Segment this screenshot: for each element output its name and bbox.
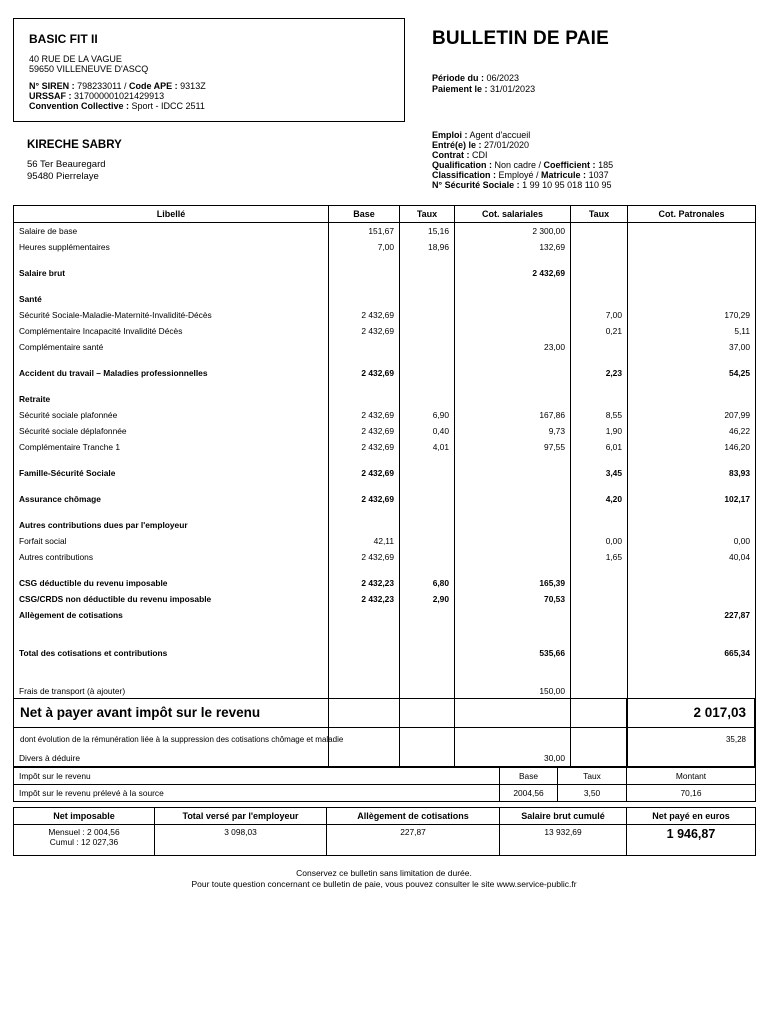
payment-date — [432, 84, 535, 94]
employer-convention — [29, 101, 205, 111]
contribution-row — [14, 239, 756, 255]
row-taux: 0,40 — [400, 423, 455, 439]
summary-values-row — [14, 825, 756, 856]
employee-address-line1: 56 Ter Beauregard — [27, 159, 106, 170]
row-label: Total des cotisations et contributions — [14, 623, 329, 661]
row-label: Forfait social — [14, 533, 329, 549]
row-cot-patronales: 665,34 — [628, 623, 756, 661]
row-cot-salariales — [455, 455, 571, 481]
row-taux — [400, 307, 455, 323]
row-cot-patronales: 40,04 — [628, 549, 756, 565]
matricule-value: 1037 — [586, 170, 609, 180]
row-taux-patronal — [571, 591, 628, 607]
row-taux-patronal: 2,23 — [571, 355, 628, 381]
contribution-row — [14, 455, 756, 481]
row-taux-patronal — [571, 661, 628, 699]
row-label: Salaire de base — [14, 223, 329, 240]
period-label: Période du : — [432, 73, 485, 83]
row-taux-patronal — [571, 223, 628, 240]
classification-label: Classification : — [432, 170, 497, 180]
row-base: 2 432,69 — [329, 549, 400, 565]
row-cot-patronales — [628, 281, 756, 307]
contributions-header-row — [14, 206, 756, 223]
row-label: Sécurité Sociale-Maladie-Maternité-Invalidité-Décès — [14, 307, 329, 323]
row-cot-salariales: 165,39 — [455, 565, 571, 591]
income-tax-row — [14, 785, 756, 802]
row-cot-salariales: 167,86 — [455, 407, 571, 423]
row-base: 2 432,69 — [329, 423, 400, 439]
row-label: Autres contributions dues par l'employeur — [14, 507, 329, 533]
row-taux-patronal — [571, 507, 628, 533]
document-title: BULLETIN DE PAIE — [432, 28, 610, 49]
row-cot-patronales: 54,25 — [628, 355, 756, 381]
row-label: Allègement de cotisations — [14, 607, 329, 623]
row-taux — [400, 355, 455, 381]
payment-label: Paiement le : — [432, 84, 488, 94]
employee-address-line2: 95480 Pierrelaye — [27, 171, 99, 182]
employer-urssaf — [29, 91, 164, 101]
net-imposable-cumul: Cumul : 12 027,36 — [49, 837, 119, 847]
siren-label: N° SIREN : — [29, 81, 75, 91]
row-taux — [400, 381, 455, 407]
row-taux-patronal — [571, 607, 628, 623]
contribution-row — [14, 623, 756, 661]
secu-value: 1 99 10 95 018 110 95 — [519, 180, 612, 190]
row-taux-patronal: 6,01 — [571, 439, 628, 455]
row-base — [329, 281, 400, 307]
row-cot-patronales: 207,99 — [628, 407, 756, 423]
header-taux: Taux — [400, 206, 455, 223]
urssaf-value: 317000001021429913 — [71, 91, 165, 101]
row-label: Divers à déduire — [14, 699, 329, 767]
row-cot-patronales: 46,22 — [628, 423, 756, 439]
employer-address-line2: 59650 VILLENEUVE D'ASCQ — [29, 64, 149, 74]
header-taux-patronal: Taux — [571, 206, 628, 223]
row-base: 2 432,69 — [329, 481, 400, 507]
row-cot-salariales: 150,00 — [455, 661, 571, 699]
remuneration-evolution-box — [13, 727, 755, 768]
row-base — [329, 507, 400, 533]
contract-type — [432, 150, 488, 160]
row-label: Complémentaire Tranche 1 — [14, 439, 329, 455]
contribution-row — [14, 591, 756, 607]
employer-box — [13, 18, 405, 122]
row-cot-patronales — [628, 239, 756, 255]
entry-value: 27/01/2020 — [481, 140, 530, 150]
row-base — [329, 255, 400, 281]
row-label: Assurance chômage — [14, 481, 329, 507]
ape-value: 9313Z — [177, 81, 206, 91]
income-tax-table — [13, 767, 756, 802]
header-cot-patronales: Cot. Patronales — [628, 206, 756, 223]
contribution-row — [14, 223, 756, 240]
job-label: Emploi : — [432, 130, 468, 140]
row-taux: 6,80 — [400, 565, 455, 591]
row-base — [329, 381, 400, 407]
row-cot-patronales — [628, 223, 756, 240]
row-taux — [400, 623, 455, 661]
row-cot-patronales: 5,11 — [628, 323, 756, 339]
income-tax-base-header: Base — [500, 768, 558, 785]
coefficient-label: Coefficient : — [543, 160, 596, 170]
row-cot-salariales: 70,53 — [455, 591, 571, 607]
contribution-row — [14, 661, 756, 699]
row-taux — [400, 481, 455, 507]
summary-allegement-header: Allègement de cotisations — [327, 808, 500, 825]
row-taux — [400, 661, 455, 699]
row-cot-patronales: 83,93 — [628, 455, 756, 481]
row-taux-patronal: 4,20 — [571, 481, 628, 507]
row-label: Sécurité sociale déplafonnée — [14, 423, 329, 439]
summary-net-imposable-header: Net imposable — [14, 808, 155, 825]
income-tax-montant-header: Montant — [627, 768, 756, 785]
row-base — [329, 339, 400, 355]
ape-label: Code APE : — [129, 81, 178, 91]
summary-table — [13, 807, 756, 856]
contribution-row — [14, 439, 756, 455]
siren-value: 798233011 / — [74, 81, 129, 91]
row-base: 7,00 — [329, 239, 400, 255]
income-tax-row-label: Impôt sur le revenu prélevé à la source — [14, 785, 500, 802]
net-before-tax-value: 2 017,03 — [693, 705, 746, 720]
row-cot-salariales — [455, 381, 571, 407]
evolution-divider — [626, 728, 627, 767]
row-cot-patronales — [628, 507, 756, 533]
contribution-row — [14, 281, 756, 307]
header-cot-salariales: Cot. salariales — [455, 206, 571, 223]
entry-label: Entré(e) le : — [432, 140, 482, 150]
employee-name: KIRECHE SABRY — [27, 139, 122, 151]
row-cot-salariales: 9,73 — [455, 423, 571, 439]
payment-value: 31/01/2023 — [487, 84, 536, 94]
employer-siren-ape — [29, 81, 206, 91]
row-taux-patronal: 1,65 — [571, 549, 628, 565]
row-label: Famille-Sécurité Sociale — [14, 455, 329, 481]
secu-label: N° Sécurité Sociale : — [432, 180, 520, 190]
footer-line1: Conservez ce bulletin sans limitation de durée. — [296, 868, 472, 878]
urssaf-label: URSSAF : — [29, 91, 72, 101]
row-base: 2 432,69 — [329, 455, 400, 481]
pay-period — [432, 73, 519, 83]
row-label: CSG/CRDS non déductible du revenu imposable — [14, 591, 329, 607]
row-taux: 6,90 — [400, 407, 455, 423]
qualification — [432, 160, 613, 170]
row-taux — [400, 549, 455, 565]
summary-total-verse-header: Total versé par l'employeur — [155, 808, 327, 825]
row-base: 2 432,69 — [329, 439, 400, 455]
qualification-label: Qualification : — [432, 160, 493, 170]
row-taux: 2,90 — [400, 591, 455, 607]
qualification-value: Non cadre / — [492, 160, 544, 170]
contract-value: CDI — [469, 150, 488, 160]
row-label: Santé — [14, 281, 329, 307]
row-base: 2 432,69 — [329, 355, 400, 381]
net-imposable-mensuel: Mensuel : 2 004,56 — [48, 827, 120, 837]
row-taux — [400, 533, 455, 549]
contribution-row — [14, 423, 756, 439]
summary-net-paye: 1 946,87 — [627, 825, 756, 856]
row-cot-patronales — [628, 565, 756, 591]
contract-label: Contrat : — [432, 150, 470, 160]
row-taux: 4,01 — [400, 439, 455, 455]
row-cot-patronales: 102,17 — [628, 481, 756, 507]
row-cot-salariales: 23,00 — [455, 339, 571, 355]
income-tax-montant: 70,16 — [627, 785, 756, 802]
row-taux-patronal — [571, 565, 628, 591]
summary-allegement: 227,87 — [327, 825, 500, 856]
matricule-label: Matricule : — [541, 170, 587, 180]
contribution-row — [14, 381, 756, 407]
row-cot-patronales — [628, 661, 756, 699]
summary-net-imposable — [14, 825, 155, 856]
row-label: Heures supplémentaires — [14, 239, 329, 255]
row-cot-salariales: 132,69 — [455, 239, 571, 255]
row-label: Retraite — [14, 381, 329, 407]
row-taux — [400, 507, 455, 533]
row-label: Complémentaire santé — [14, 339, 329, 355]
row-label: Salaire brut — [14, 255, 329, 281]
row-cot-patronales — [628, 591, 756, 607]
convention-value: Sport - IDCC 2511 — [129, 101, 205, 111]
row-base — [329, 661, 400, 699]
row-taux-patronal: 0,21 — [571, 323, 628, 339]
income-tax-title: Impôt sur le revenu — [14, 768, 500, 785]
row-taux: 18,96 — [400, 239, 455, 255]
income-tax-taux-header: Taux — [558, 768, 627, 785]
period-value: 06/2023 — [484, 73, 520, 83]
row-label: Autres contributions — [14, 549, 329, 565]
row-taux-patronal: 8,55 — [571, 407, 628, 423]
job-title — [432, 130, 530, 140]
row-cot-patronales: 170,29 — [628, 307, 756, 323]
row-taux-patronal — [571, 255, 628, 281]
convention-label: Convention Collective : — [29, 101, 130, 111]
header-base: Base — [329, 206, 400, 223]
contribution-row — [14, 507, 756, 533]
income-tax-taux: 3,50 — [558, 785, 627, 802]
row-label: Complémentaire Incapacité Invalidité Décès — [14, 323, 329, 339]
contribution-row — [14, 407, 756, 423]
row-cot-salariales — [455, 607, 571, 623]
row-cot-patronales: 0,00 — [628, 533, 756, 549]
row-cot-salariales: 97,55 — [455, 439, 571, 455]
row-base: 2 432,69 — [329, 407, 400, 423]
income-tax-header-row — [14, 768, 756, 785]
row-label: CSG déductible du revenu imposable — [14, 565, 329, 591]
row-taux-patronal: 7,00 — [571, 307, 628, 323]
contribution-row — [14, 255, 756, 281]
contribution-row — [14, 323, 756, 339]
contribution-row — [14, 607, 756, 623]
row-taux — [400, 323, 455, 339]
summary-header-row — [14, 808, 756, 825]
row-cot-salariales — [455, 549, 571, 565]
remuneration-evolution-label: dont évolution de la rémunération liée à la suppression des cotisations chômage et maladie — [20, 735, 344, 744]
summary-brut-cumule-header: Salaire brut cumulé — [500, 808, 627, 825]
net-before-tax-label: Net à payer avant impôt sur le revenu — [20, 705, 261, 720]
summary-net-paye-header: Net payé en euros — [627, 808, 756, 825]
header-libelle: Libellé — [14, 206, 329, 223]
income-tax-base: 2004,56 — [500, 785, 558, 802]
row-cot-salariales — [455, 533, 571, 549]
row-cot-patronales: 227,87 — [628, 607, 756, 623]
coefficient-value: 185 — [595, 160, 614, 170]
contribution-row — [14, 565, 756, 591]
row-base: 2 432,23 — [329, 565, 400, 591]
row-taux-patronal: 0,00 — [571, 533, 628, 549]
row-cot-salariales — [455, 281, 571, 307]
remuneration-evolution-value: 35,28 — [725, 735, 746, 744]
contribution-row — [14, 481, 756, 507]
footer-line2: Pour toute question concernant ce bulletin de paie, vous pouvez consulter le site www.service-public.fr — [191, 879, 577, 889]
row-base: 42,11 — [329, 533, 400, 549]
row-taux — [400, 607, 455, 623]
row-base: 2 432,23 — [329, 591, 400, 607]
row-taux — [400, 255, 455, 281]
row-taux-patronal: 1,90 — [571, 423, 628, 439]
row-taux-patronal — [571, 623, 628, 661]
row-label: Frais de transport (à ajouter) — [14, 661, 329, 699]
row-taux: 15,16 — [400, 223, 455, 240]
contribution-row — [14, 307, 756, 323]
row-cot-salariales — [455, 307, 571, 323]
job-value: Agent d'accueil — [467, 130, 531, 140]
summary-total-verse: 3 098,03 — [155, 825, 327, 856]
row-cot-salariales: 30,00 — [455, 699, 571, 767]
row-taux-patronal — [571, 239, 628, 255]
contribution-row — [14, 355, 756, 381]
row-base — [329, 623, 400, 661]
row-taux — [400, 339, 455, 355]
row-taux — [400, 281, 455, 307]
row-base — [329, 607, 400, 623]
employer-name: BASIC FIT II — [29, 32, 98, 46]
net-before-tax-box — [13, 698, 755, 728]
row-cot-patronales: 37,00 — [628, 339, 756, 355]
row-label: Accident du travail – Maladies professionnelles — [14, 355, 329, 381]
row-cot-patronales: 146,20 — [628, 439, 756, 455]
row-base: 2 432,69 — [329, 323, 400, 339]
row-cot-patronales — [628, 255, 756, 281]
row-taux — [400, 455, 455, 481]
social-security-number — [432, 180, 612, 190]
row-cot-salariales — [455, 355, 571, 381]
row-cot-salariales — [455, 481, 571, 507]
summary-brut-cumule: 13 932,69 — [500, 825, 627, 856]
row-taux-patronal — [571, 381, 628, 407]
employer-address-line1: 40 RUE DE LA VAGUE — [29, 54, 122, 64]
contribution-row — [14, 533, 756, 549]
row-cot-salariales — [455, 323, 571, 339]
row-base: 2 432,69 — [329, 307, 400, 323]
row-cot-salariales: 535,66 — [455, 623, 571, 661]
classification-value: Employé / — [496, 170, 542, 180]
contributions-table — [13, 205, 756, 767]
row-cot-salariales — [455, 507, 571, 533]
row-cot-salariales: 2 300,00 — [455, 223, 571, 240]
row-cot-salariales: 2 432,69 — [455, 255, 571, 281]
row-taux-patronal: 3,45 — [571, 455, 628, 481]
row-base: 151,67 — [329, 223, 400, 240]
contribution-row — [14, 549, 756, 565]
classification — [432, 170, 609, 180]
net-divider — [626, 699, 627, 727]
contribution-row — [14, 339, 756, 355]
row-label: Sécurité sociale plafonnée — [14, 407, 329, 423]
entry-date — [432, 140, 529, 150]
row-taux-patronal — [571, 339, 628, 355]
row-taux-patronal — [571, 281, 628, 307]
row-cot-patronales — [628, 381, 756, 407]
